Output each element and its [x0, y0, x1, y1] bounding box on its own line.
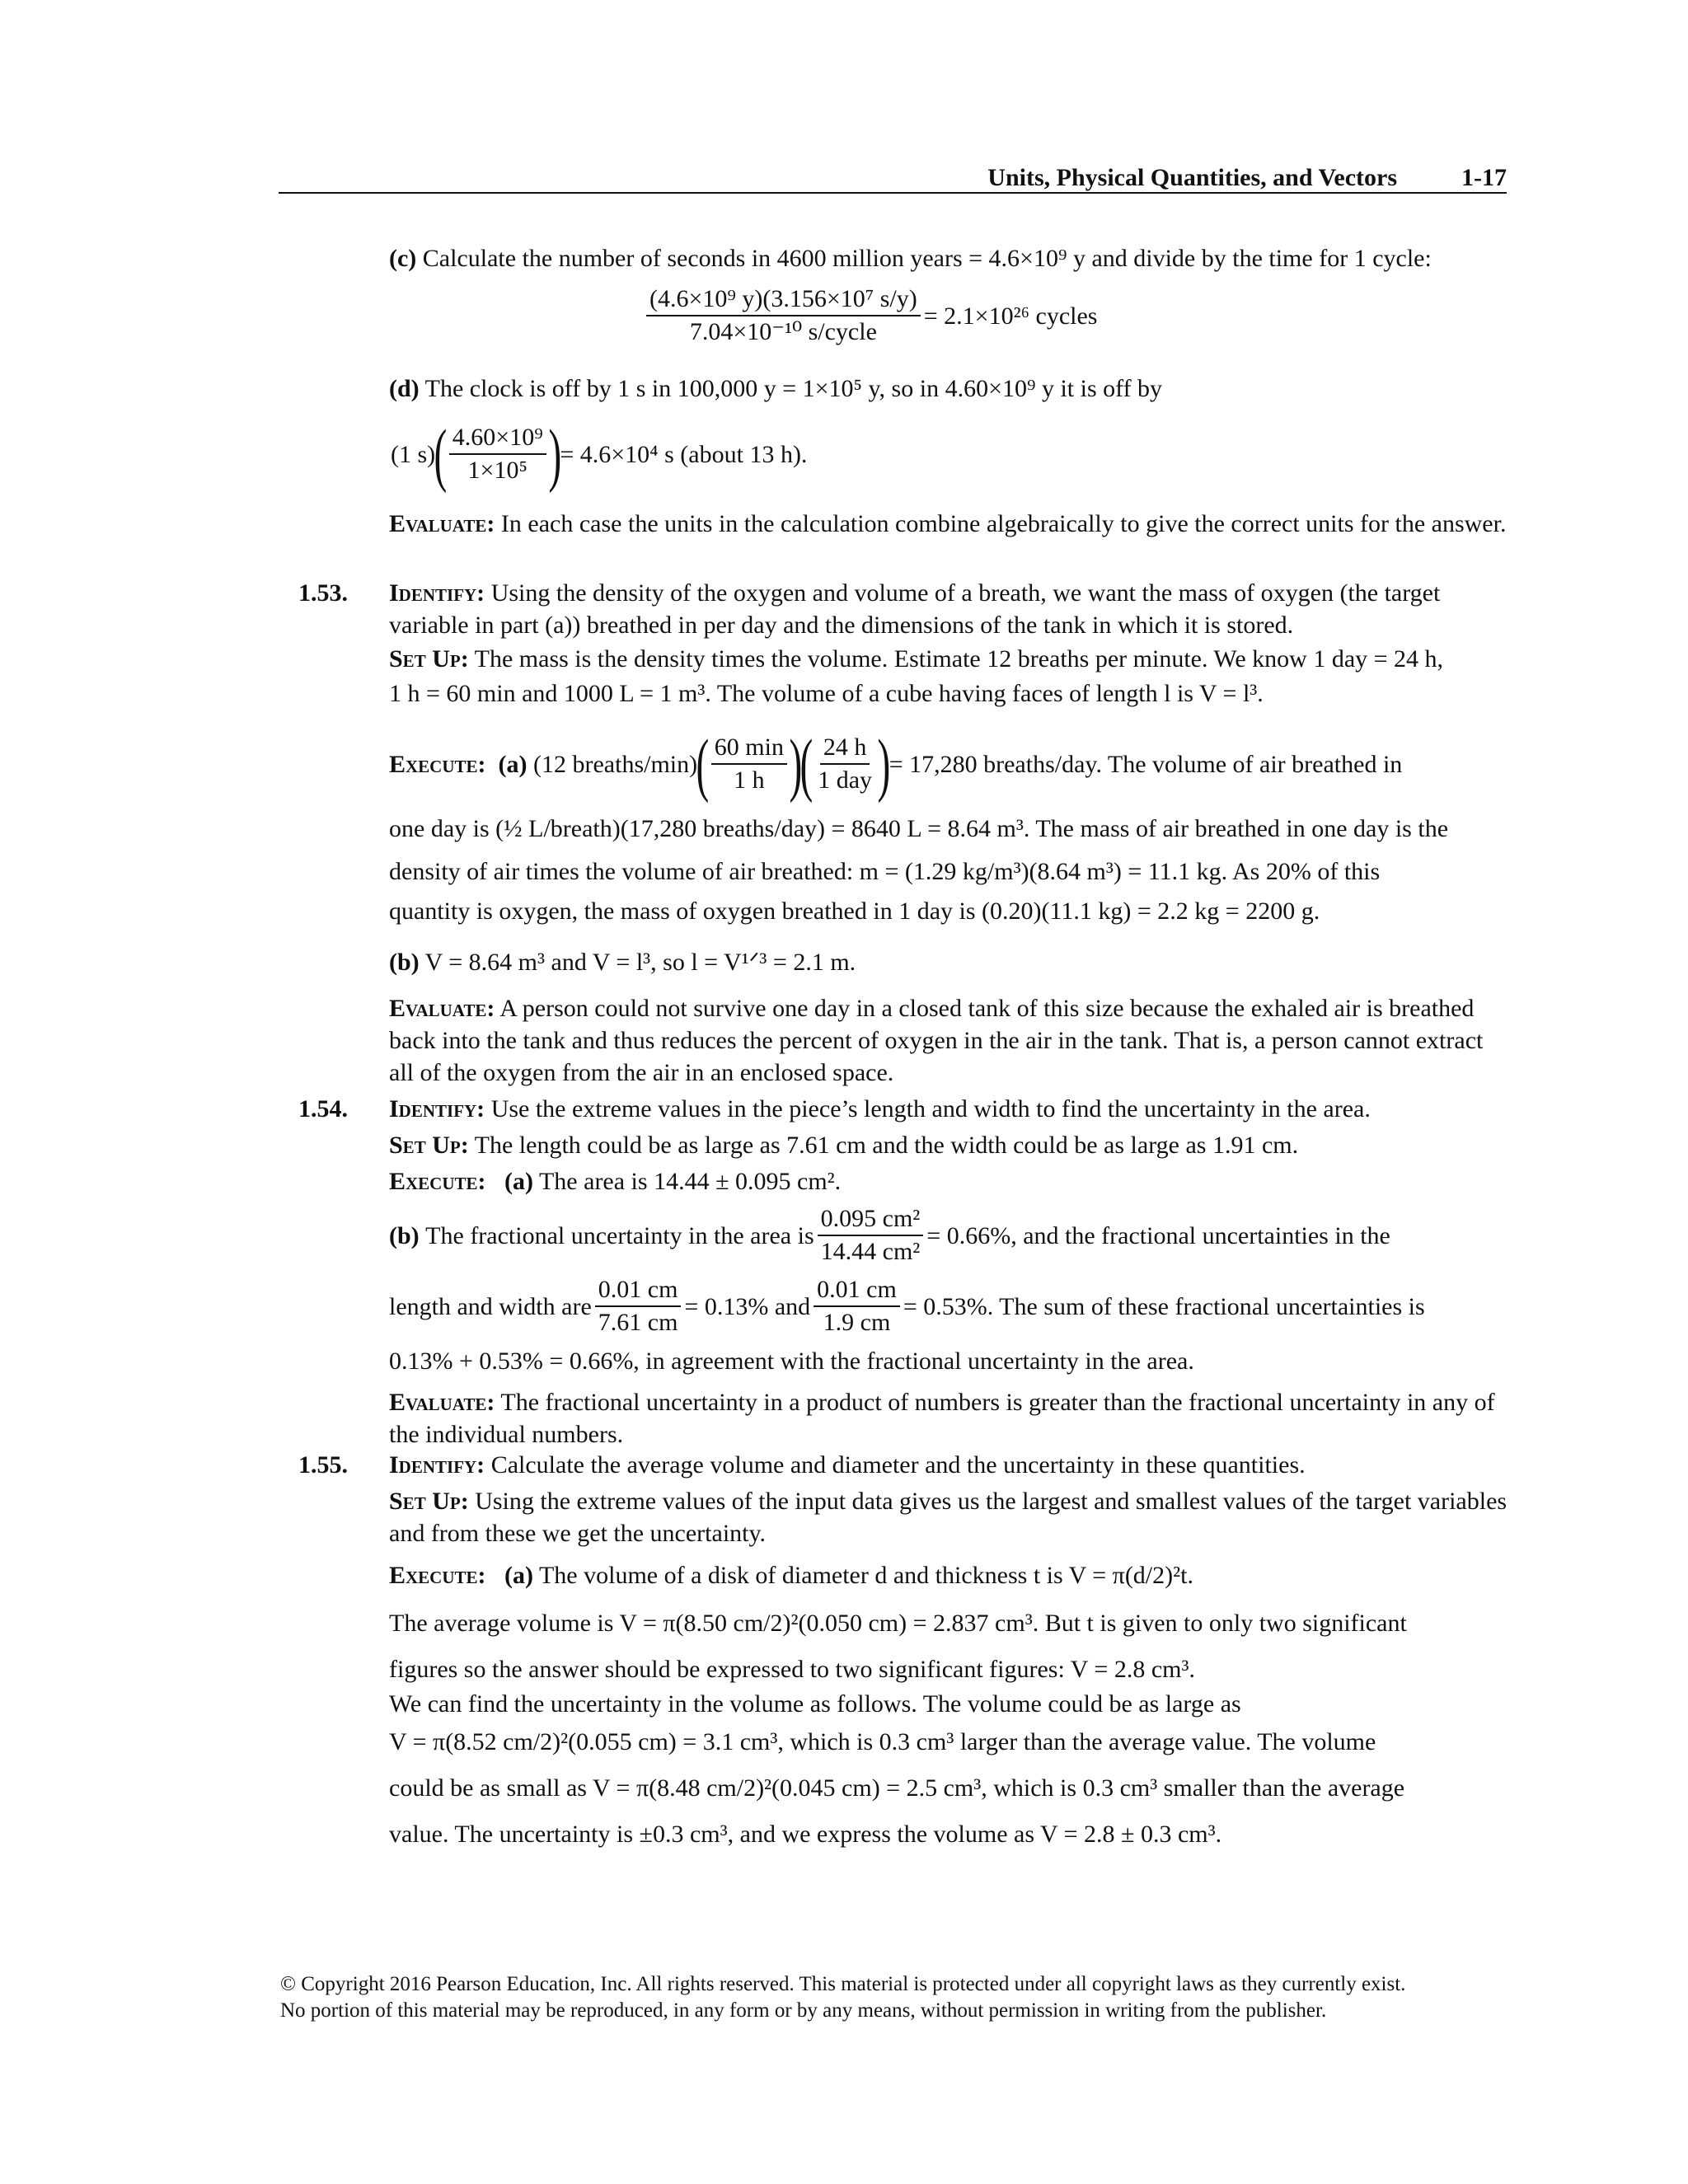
p53-setup-1 — [389, 643, 1443, 675]
p53-evaluate-text: A person could not survive one day in a closed tank of this size because the exhaled air is breathed back into the tank and thus reduces the percent of oxygen in the air in the tank. That is, a person cannot extract all of the oxygen from the air in an enclosed space. — [389, 995, 1484, 1086]
part-label: (b) — [389, 1221, 420, 1249]
p55-identify-text: Calculate the average volume and diameter and the uncertainty in these quantities. — [490, 1451, 1306, 1479]
left-paren: ( — [696, 724, 710, 804]
evaluate-label: Evaluate: — [389, 1389, 495, 1416]
p55-line5: V = π(8.52 cm/2)²(0.055 cm) = 3.1 cm³, which is 0.3 cm³ larger than the average value. The volume — [389, 1728, 1376, 1755]
denominator: 1.9 cm — [823, 1309, 891, 1336]
part-label: (b) — [389, 949, 420, 976]
p54-identify — [389, 1093, 1371, 1125]
p55-a-text: The volume of a disk of diameter d and thickness t is V = π(d/2)²t. — [538, 1562, 1193, 1589]
p53-setup-text1: The mass is the density times the volume. Estimate 12 breaths per minute. We know 1 day = 24 h, — [474, 645, 1444, 673]
right-paren: ) — [877, 724, 891, 804]
p54-setup-text: The length could be as large as 7.61 cm and the width could be as large as 1.91 cm. — [474, 1132, 1299, 1159]
p55-setup — [389, 1485, 1510, 1549]
p52-evaluate — [389, 508, 1510, 540]
p55-identify — [389, 1449, 1306, 1481]
fraction — [814, 732, 875, 796]
p53-a-prefix: (12 breaths/min) — [533, 750, 698, 778]
numerator: 60 min — [711, 732, 787, 765]
p52-c-text: Calculate the number of seconds in 4600 million years = 4.6×10⁹ y and divide by the time for 1 cycle: — [422, 245, 1432, 272]
p54-b-line — [389, 1203, 1390, 1268]
left-paren: ( — [799, 724, 813, 804]
p54-l-mid: = 0.13% and — [684, 1292, 811, 1320]
numerator: 0.01 cm — [814, 1274, 900, 1307]
p53-execute-a — [389, 724, 1403, 804]
evaluate-label: Evaluate: — [389, 510, 495, 537]
p54-identify-text: Use the extreme values in the piece’s length and width to find the uncertainty in the area. — [490, 1095, 1371, 1122]
p52-d-text: The clock is off by 1 s in 100,000 y = 1×10⁵ y, so in 4.60×10⁹ y it is off by — [424, 375, 1163, 402]
p54-length-width-line — [389, 1274, 1425, 1338]
right-paren: ) — [789, 724, 803, 804]
p54-a-text: The area is 14.44 ± 0.095 cm². — [538, 1168, 842, 1195]
copyright-line-1: © Copyright 2016 Pearson Education, Inc. All rights reserved. This material is protected under all copyright laws as they currently exist. — [280, 1973, 1406, 1995]
p53-a-line2: one day is (½ L/breath)(17,280 breaths/day) = 8640 L = 8.64 m³. The mass of air breathed in one day is the — [389, 815, 1449, 842]
numerator: 0.01 cm — [595, 1274, 682, 1307]
part-label: (d) — [389, 375, 420, 402]
p53-a-line3: density of air times the volume of air breathed: m = (1.29 kg/m³)(8.64 m³) = 11.1 kg. As 20% of this — [389, 858, 1381, 885]
setup-label: Set Up: — [389, 1132, 469, 1159]
identify-label: Identify: — [389, 579, 485, 607]
p52-d-line — [389, 373, 1162, 405]
p54-setup — [389, 1129, 1298, 1161]
problem-number: 1.54. — [298, 1095, 348, 1122]
p52-c-result: = 2.1×10²⁶ cycles — [923, 302, 1098, 330]
p52-c-line — [389, 242, 1432, 274]
page-number: 1-17 — [1461, 164, 1507, 191]
numerator: 0.095 cm² — [818, 1203, 924, 1236]
p52-evaluate-text: In each case the units in the calculation combine algebraically to give the correct units for the answer. — [500, 510, 1507, 537]
p54-sum-line: 0.13% + 0.53% = 0.66%, in agreement with the fractional uncertainty in the area. — [389, 1347, 1194, 1375]
denominator: 1×10⁵ — [467, 457, 528, 484]
p53-b-line — [389, 946, 856, 978]
numerator: 4.60×10⁹ — [449, 422, 546, 455]
setup-label: Set Up: — [389, 1488, 469, 1515]
p55-line4: We can find the uncertainty in the volume as follows. The volume could be as large as — [389, 1690, 1241, 1718]
p54-execute-a — [389, 1165, 841, 1197]
fraction — [814, 1274, 900, 1338]
fraction — [595, 1274, 682, 1338]
p54-l-rest: = 0.53%. The sum of these fractional uncertainties is — [903, 1292, 1425, 1320]
setup-label: Set Up: — [389, 645, 469, 673]
p54-l-text: length and width are — [389, 1292, 592, 1320]
numerator: 24 h — [820, 732, 870, 765]
copyright-footer — [280, 1971, 1517, 2024]
p52-c-equation — [643, 284, 1097, 348]
part-label: (a) — [504, 1168, 534, 1195]
p55-line7: value. The uncertainty is ±0.3 cm³, and we express the volume as V = 2.8 ± 0.3 cm³. — [389, 1821, 1222, 1848]
p53-a-result: = 17,280 breaths/day. The volume of air breathed in — [889, 750, 1403, 778]
p55-line2: The average volume is V = π(8.50 cm/2)²(0.050 cm) = 2.837 cm³. But t is given to only two significant — [389, 1610, 1407, 1637]
right-paren: ) — [548, 415, 561, 494]
problem-number: 1.53. — [298, 579, 348, 607]
fraction — [449, 422, 546, 486]
p55-line6: could be as small as V = π(8.48 cm/2)²(0.045 cm) = 2.5 cm³, which is 0.3 cm³ smaller than the average — [389, 1774, 1405, 1802]
part-label: (a) — [498, 750, 528, 778]
p53-evaluate — [389, 992, 1510, 1089]
part-label: (c) — [389, 245, 417, 272]
p53-a-line4: quantity is oxygen, the mass of oxygen breathed in 1 day is (0.20)(11.1 kg) = 2.2 kg = 2200 g. — [389, 898, 1320, 925]
numerator: (4.6×10⁹ y)(3.156×10⁷ s/y) — [646, 284, 921, 316]
left-paren: ( — [434, 415, 448, 494]
copyright-line-2: No portion of this material may be reproduced, in any form or by any means, without permission in writing from the publisher. — [280, 1999, 1327, 2022]
fraction — [818, 1203, 924, 1268]
p54-evaluate — [389, 1386, 1510, 1451]
p52-d-equation — [391, 415, 808, 494]
denominator: 7.04×10⁻¹⁰ s/cycle — [689, 318, 877, 345]
p54-b-rest: = 0.66%, and the fractional uncertainties in the — [926, 1221, 1390, 1249]
p54-b-text: The fractional uncertainty in the area is — [425, 1221, 814, 1249]
p52-d-prefix: (1 s) — [391, 440, 436, 468]
p52-d-result: = 4.6×10⁴ s (about 13 h). — [560, 440, 808, 468]
execute-label: Execute: — [389, 750, 486, 778]
denominator: 1 h — [734, 766, 765, 794]
fraction — [711, 732, 787, 796]
part-label: (a) — [504, 1562, 534, 1589]
denominator: 14.44 cm² — [820, 1238, 921, 1265]
chapter-title: Units, Physical Quantities, and Vectors — [987, 164, 1397, 191]
p53-identify-text: Using the density of the oxygen and volume of a breath, we want the mass of oxygen (the target variable in part (a)) breathed in per day and the dimensions of the tank in which it is stored. — [389, 579, 1441, 639]
fraction — [646, 284, 921, 348]
running-header — [958, 162, 1507, 194]
p55-line3: figures so the answer should be expressed to two significant figures: V = 2.8 cm³. — [389, 1656, 1195, 1683]
execute-label: Execute: — [389, 1562, 486, 1589]
p53-identify — [389, 577, 1510, 641]
denominator: 7.61 cm — [598, 1309, 678, 1336]
p54-evaluate-text: The fractional uncertainty in a product of numbers is greater than the fractional uncertainty in any of the individual numbers. — [389, 1389, 1495, 1448]
denominator: 1 day — [818, 766, 873, 794]
identify-label: Identify: — [389, 1451, 485, 1479]
identify-label: Identify: — [389, 1095, 485, 1122]
execute-label: Execute: — [389, 1168, 486, 1195]
problem-number: 1.55. — [298, 1451, 348, 1479]
header-rule — [279, 192, 1507, 194]
p53-setup-2: 1 h = 60 min and 1000 L = 1 m³. The volume of a cube having faces of length l is V = l³. — [389, 680, 1264, 707]
p55-execute-a — [389, 1559, 1193, 1591]
evaluate-label: Evaluate: — [389, 995, 495, 1022]
p53-b-text: V = 8.64 m³ and V = l³, so l = V¹ᐟ³ = 2.1 m. — [424, 949, 856, 976]
p55-setup-text: Using the extreme values of the input data gives us the largest and smallest values of the target variables and from these we get the uncertainty. — [389, 1488, 1507, 1547]
